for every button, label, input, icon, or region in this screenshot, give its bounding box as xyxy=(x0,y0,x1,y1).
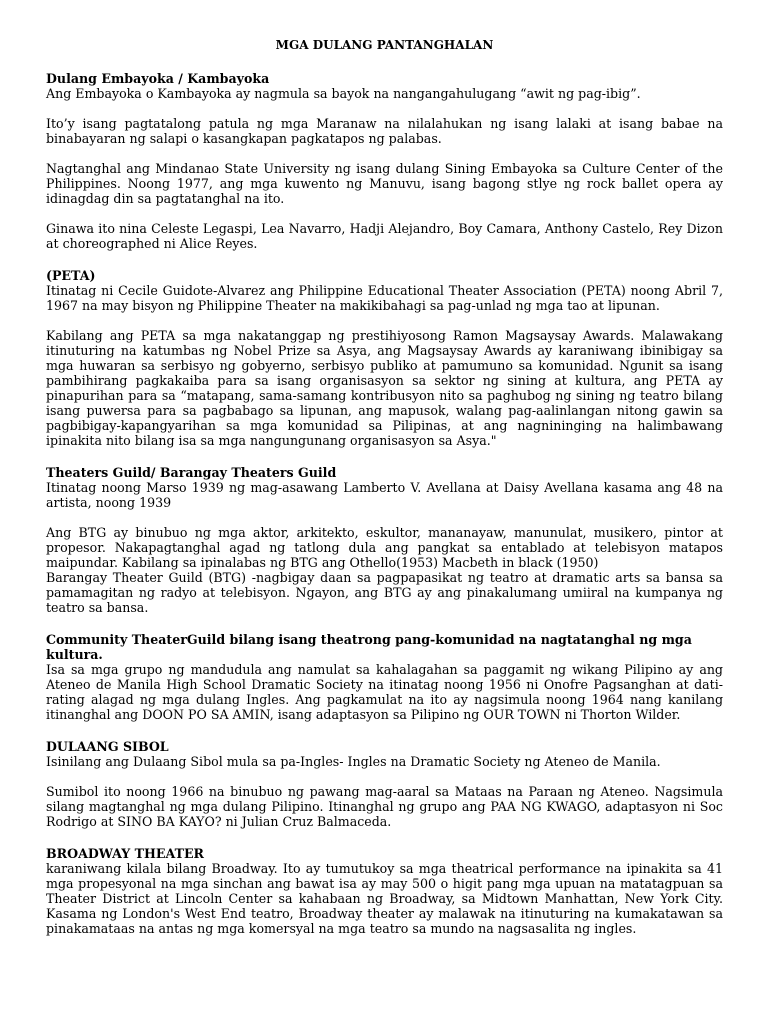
section-paragraph: Ginawa ito nina Celeste Legaspi, Lea Navarro, Hadji Alejandro, Boy Camara, Anthony Castelo, Rey Dizon at choreographed ni Alice Reyes. xyxy=(46,221,723,251)
section-paragraph: Ang Embayoka o Kambayoka ay nagmula sa bayok na nangangahulugang “awit ng pag-ibig”. xyxy=(46,86,641,101)
section-heading: DULAANG SIBOL xyxy=(46,739,169,754)
section-paragraph: Kabilang ang PETA sa mga nakatanggap ng prestihiyosong Ramon Magsaysay Awards. Malawakang itinuturing na katumbas ng Nobel Prize sa Asya, ang Magsaysay Awards ay karaniwang ibinibigay sa mga huwaran sa serbisyo ng gobyerno, serbisyo publiko at pamumuno sa komunidad. Ngunit sa isang pambihirang pagkakaiba para sa isang organisasyon sa sektor ng sining at kultura, ang PETA ay pinapurihan para sa “matapang, sama-samang kontribusyon nito sa paghubog ng sining ng teatro bilang isang puwersa para sa pagbabago sa lipunan, ang mapusok, walang pag-aalinlangan nitong gawin sa pagbibigay-kapangyarihan sa mga komunidad sa Pilipinas, at ang nagnininging na halimbawang ipinakita nito bilang isa sa mga nangungunang organisasyon sa Asya." xyxy=(46,328,723,448)
section-paragraph: Nagtanghal ang Mindanao State University ng isang dulang Sining Embayoka sa Culture Center of the Philippines. Noong 1977, ang mga kuwento ng Manuvu, isang bagong stlye ng rock ballet opera ay idinagdag din sa pagtatanghal na ito. xyxy=(46,161,723,206)
section-paragraph: Isa sa mga grupo ng mandudula ang namulat sa kahalagahan sa paggamit ng wikang Pilipino ay ang Ateneo de Manila High School Dramatic Society na itinatag noong 1956 ni Onofre Pagsanghan at dati-rating alagad ng mga dulang Ingles. Ang pagkamulat na ito ay nagsimula noong 1964 nang kanilang itinanghal ang DOON PO SA AMIN, isang adaptasyon sa Pilipino ng OUR TOWN ni Thorton Wilder. xyxy=(46,662,723,722)
section-paragraph: Ito’y isang pagtatalong patula ng mga Maranaw na nilalahukan ng isang lalaki at isang babae na binabayaran ng salapi o kasangkapan pagkatapos ng palabas. xyxy=(46,116,723,146)
section-paragraph: Ang BTG ay binubuo ng mga aktor, arkitekto, eskultor, mananayaw, manunulat, musikero, pintor at propesor. Nakapagtanghal agad ng tatlong dula ang pangkat sa entablado at telebisyon matapos maipundar. Kabilang sa ipinalabas ng BTG ang Othello(1953) Macbeth in black (1950) xyxy=(46,525,723,570)
section-heading: BROADWAY THEATER xyxy=(46,846,205,861)
section-heading: Theaters Guild/ Barangay Theaters Guild xyxy=(46,465,337,480)
section-heading: (PETA) xyxy=(46,268,96,283)
section-paragraph: Itinatag noong Marso 1939 ng mag-asawang Lamberto V. Avellana at Daisy Avellana kasama ang 48 na artista, noong 1939 xyxy=(46,480,723,510)
section-paragraph: karaniwang kilala bilang Broadway. Ito ay tumutukoy sa mga theatrical performance na ipinakita sa 41 mga propesyonal na mga sinchan ang bawat isa ay may 500 o higit pang mga upuan na matatagpuan sa Theater District at Lincoln Center sa kahabaan ng Broadway, sa Midtown Manhattan, New York City. Kasama ng London's West End teatro, Broadway theater ay malawak na itinuturing na kumakatawan sa pinakamataas na antas ng mga komersyal na mga teatro sa mundo na nagsasalita ng ingles. xyxy=(46,861,723,936)
section-broadway-theater xyxy=(46,846,723,936)
section-embayoka xyxy=(46,71,723,251)
document-title: MGA DULANG PANTANGHALAN xyxy=(275,38,494,52)
section-paragraph: Barangay Theater Guild (BTG) -nagbigay daan sa pagpapasikat ng teatro at dramatic arts sa bansa sa pamamagitan ng radyo at telebisyon. Ngayon, ang BTG ay ang pinakalumang umiiral na kumpanya ng teatro sa bansa. xyxy=(46,570,723,615)
section-dulaang-sibol xyxy=(46,739,723,829)
section-heading: Dulang Embayoka / Kambayoka xyxy=(46,71,270,86)
section-community-theater-guild xyxy=(46,632,723,722)
section-paragraph: Isinilang ang Dulaang Sibol mula sa pa-Ingles- Ingles na Dramatic Society ng Ateneo de Manila. xyxy=(46,754,661,769)
section-heading: Community TheaterGuild bilang isang theatrong pang-komunidad na nagtatanghal ng mga kultura. xyxy=(46,632,692,662)
section-theaters-guild xyxy=(46,465,723,615)
section-peta xyxy=(46,268,723,448)
section-paragraph: Itinatag ni Cecile Guidote-Alvarez ang Philippine Educational Theater Association (PETA) noong Abril 7, 1967 na may bisyon ng Philippine Theater na makikibahagi sa pag-unlad ng mga tao at lipunan. xyxy=(46,283,723,313)
section-paragraph: Sumibol ito noong 1966 na binubuo ng pawang mag-aaral sa Mataas na Paraan ng Ateneo. Nagsimula silang magtanghal ng mga dulang Pilipino. Itinanghal ng grupo ang PAA NG KWAGO, adaptasyon ni Soc Rodrigo at SINO BA KAYO? ni Julian Cruz Balmaceda. xyxy=(46,784,723,829)
